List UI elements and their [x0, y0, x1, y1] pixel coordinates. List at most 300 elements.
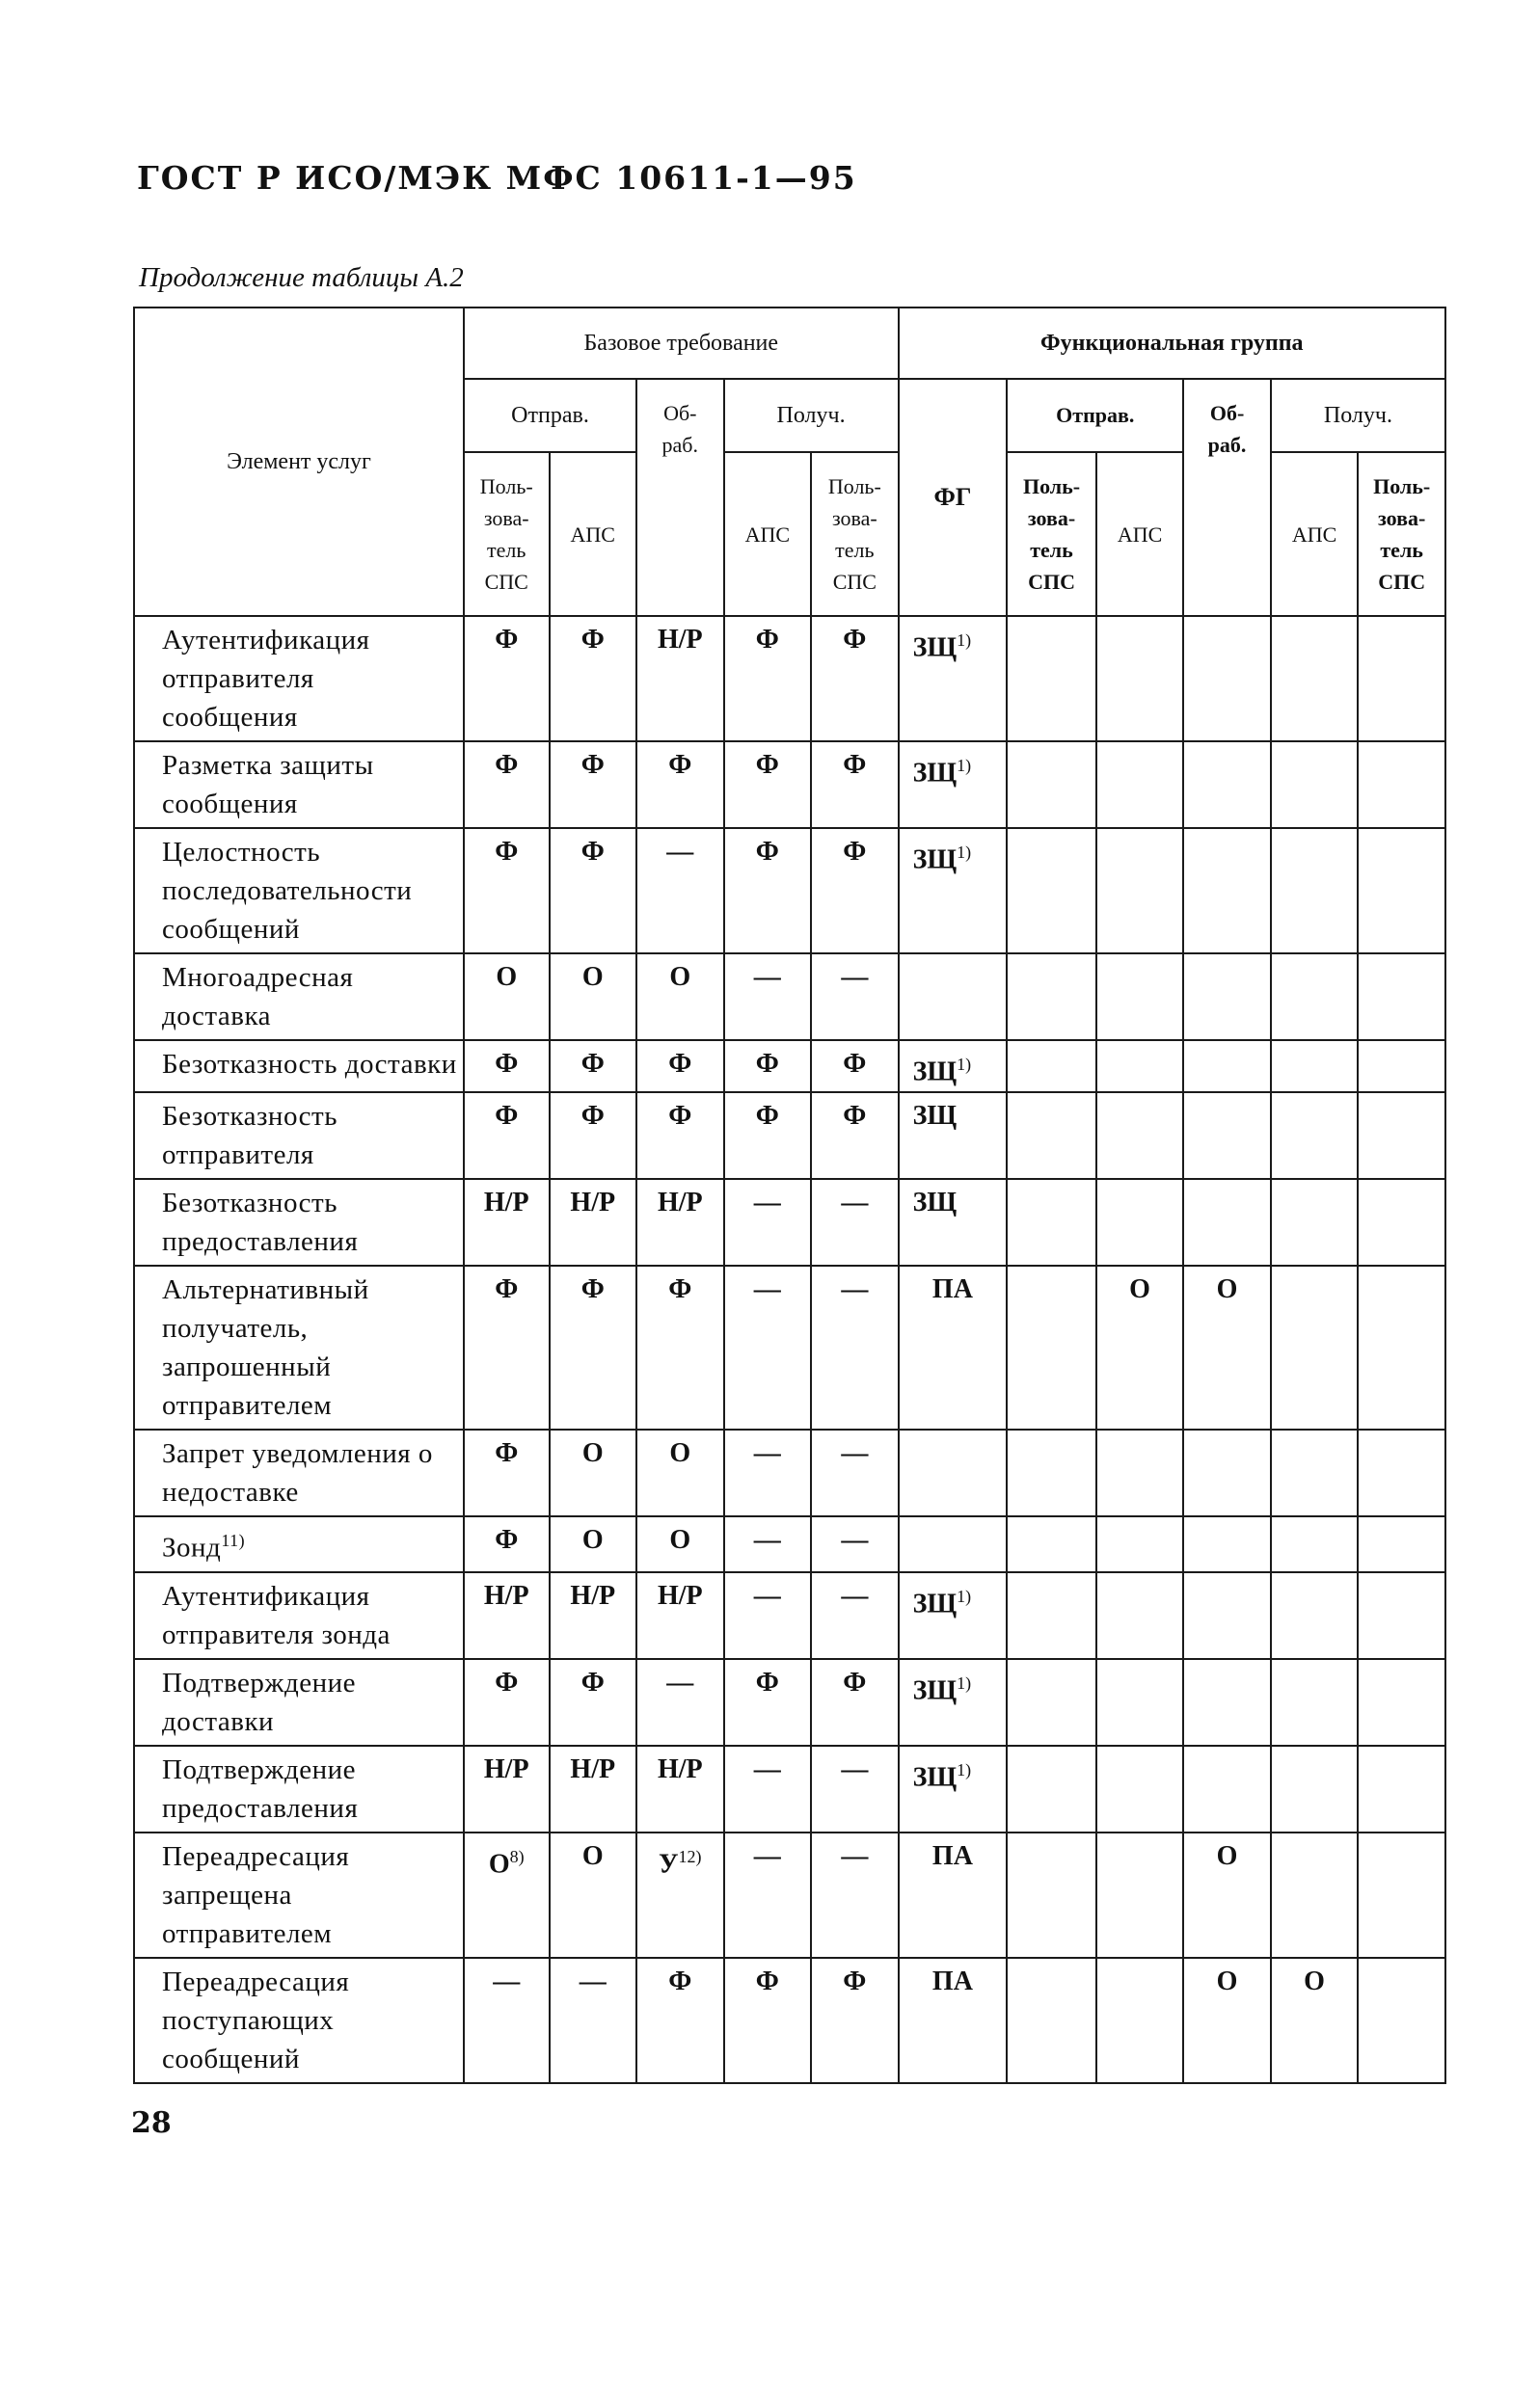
cell-value: Ф: [755, 1101, 779, 1132]
base-requirement-cell: [724, 741, 812, 828]
cell-value: —: [841, 1274, 869, 1305]
functional-group-cell: [899, 1746, 1008, 1833]
functional-group-value-cell: [1007, 828, 1096, 953]
cell-value: Ф: [495, 1049, 519, 1079]
functional-group-value-cell: [1358, 741, 1445, 828]
base-requirement-cell: [464, 1040, 550, 1092]
functional-group-value-cell: [1183, 1572, 1271, 1659]
table-row: [134, 1516, 1445, 1572]
cell-value: Ф: [495, 837, 519, 867]
functional-group-value-cell: [1183, 616, 1271, 741]
cell-value: ЗЩ: [912, 758, 958, 789]
cell-value: Ф: [580, 1667, 605, 1698]
table-row: [134, 1958, 1445, 2083]
cell-value: Ф: [668, 1966, 692, 1996]
service-element-text: Альтернативный получатель, запрошенный отправителем: [162, 1274, 369, 1422]
cell-value: О: [496, 962, 518, 992]
base-requirement-cell: [724, 1659, 812, 1746]
cell-value: О: [581, 1840, 604, 1871]
cell-value: Ф: [843, 1966, 867, 1996]
base-requirement-cell: [811, 1958, 899, 2083]
cell-value: О: [1216, 1274, 1238, 1305]
functional-group-value-cell: [1183, 828, 1271, 953]
table-row: [134, 1572, 1445, 1659]
cell-value: —: [666, 837, 694, 867]
functional-group-cell: [899, 1572, 1008, 1659]
cell-value: О: [581, 962, 604, 992]
cell-value: Ф: [668, 1274, 692, 1305]
base-requirement-cell: [550, 1746, 637, 1833]
base-requirement-cell: [724, 1746, 812, 1833]
service-element-name: [134, 1040, 464, 1092]
functional-group-value-cell: [1096, 1746, 1184, 1833]
cell-value: —: [841, 1753, 869, 1784]
cell-value: О: [669, 1525, 691, 1556]
cell-value: —: [841, 1580, 869, 1611]
functional-group-value-cell: [1271, 1746, 1359, 1833]
functional-group-value-cell: [1007, 1430, 1096, 1516]
cell-value: ПА: [931, 1966, 973, 1996]
table-row: [134, 1659, 1445, 1746]
functional-group-value-cell: [1358, 1746, 1445, 1833]
functional-group-value-cell: [1096, 828, 1184, 953]
func-proc-header: [1183, 379, 1271, 616]
col-user-label: Поль- зова- тель СПС: [827, 474, 881, 594]
cell-value: Н/Р: [657, 1580, 703, 1611]
cell-value: Ф: [755, 1049, 779, 1079]
cell-value: Ф: [843, 1667, 867, 1698]
table-caption: Продолжение таблицы А.2: [139, 262, 464, 293]
table-row: [134, 1092, 1445, 1179]
cell-value: Ф: [843, 625, 867, 655]
base-requirement-cell: [550, 1179, 637, 1266]
service-element-text: Безотказность предоставления: [162, 1188, 359, 1258]
cell-value: Ф: [755, 837, 779, 867]
service-element-text: Многоадресная доставка: [162, 962, 354, 1031]
functional-group-value-cell: [1096, 1572, 1184, 1659]
cell-value: ЗЩ: [912, 1675, 958, 1706]
functional-group-value-cell: [1007, 616, 1096, 741]
base-requirement-cell: [636, 616, 724, 741]
cell-value: ПА: [931, 1840, 973, 1871]
functional-group-value-cell: [1183, 741, 1271, 828]
base-requirement-cell: [724, 1266, 812, 1430]
cell-value: Ф: [668, 1101, 692, 1132]
func-proc-label: Об- раб.: [1207, 401, 1247, 457]
cell-value: О: [669, 1438, 691, 1469]
functional-group-cell: [899, 1430, 1008, 1516]
base-send-user-header: [464, 452, 550, 616]
service-element-text: Безотказность доставки: [162, 1049, 457, 1080]
base-requirement-cell: [464, 1572, 550, 1659]
table-row: [134, 953, 1445, 1040]
service-element-name: [134, 953, 464, 1040]
cell-value: Ф: [843, 837, 867, 867]
cell-value: Ф: [495, 625, 519, 655]
cell-value: Н/Р: [483, 1188, 529, 1218]
base-requirement-cell: [811, 953, 899, 1040]
service-element-name: [134, 1516, 464, 1572]
functional-group-value-cell: [1007, 1659, 1096, 1746]
functional-group-cell: [899, 1179, 1008, 1266]
cell-value: Н/Р: [657, 625, 703, 655]
base-proc-header: [636, 379, 724, 616]
functional-group-value-cell: [1358, 616, 1445, 741]
functional-group-value-cell: [1183, 1430, 1271, 1516]
functional-group-value-cell: [1358, 828, 1445, 953]
functional-group-value-cell: [1358, 1516, 1445, 1572]
base-requirement-cell: [550, 1516, 637, 1572]
functional-group-cell: [899, 953, 1008, 1040]
base-requirement-cell: [636, 741, 724, 828]
functional-group-value-cell: [1358, 1430, 1445, 1516]
functional-group-value-cell: [1096, 953, 1184, 1040]
base-requirement-cell: [464, 1266, 550, 1430]
cell-value: —: [753, 1274, 781, 1305]
document-header: ГОСТ Р ИСО/МЭК МФС 10611-1—95: [137, 159, 857, 197]
cell-value: —: [841, 1188, 869, 1218]
base-requirement-cell: [724, 953, 812, 1040]
functional-group-value-cell: [1358, 1179, 1445, 1266]
functional-group-value-cell: [1271, 1092, 1359, 1179]
functional-group-value-cell: [1007, 1040, 1096, 1092]
base-requirement-cell: [811, 1040, 899, 1092]
cell-value: —: [841, 962, 869, 992]
functional-group-value-cell: [1358, 1040, 1445, 1092]
cell-value: Ф: [495, 1667, 519, 1698]
table-row: [134, 828, 1445, 953]
cell-value: О: [1129, 1274, 1150, 1305]
service-element-text: Аутентификация отправителя зонда: [162, 1580, 391, 1650]
table-row: [134, 616, 1445, 741]
service-element-name: [134, 828, 464, 953]
base-requirement-cell: [636, 1746, 724, 1833]
functional-group-value-cell: [1271, 741, 1359, 828]
service-element-name: [134, 1572, 464, 1659]
cell-value: Ф: [755, 625, 779, 655]
cell-value: ЗЩ: [912, 1589, 958, 1619]
footnote-marker: 8): [509, 1846, 525, 1866]
requirements-table: [133, 307, 1446, 2084]
functional-group-value-cell: [1271, 1266, 1359, 1430]
functional-group-header: Функциональная группа: [899, 308, 1445, 379]
service-element-name: [134, 1266, 464, 1430]
footnote-marker: 1): [957, 1586, 972, 1606]
service-element-name: [134, 1092, 464, 1179]
service-element-text: Аутентификация отправителя сообщения: [162, 625, 370, 733]
base-requirement-cell: [811, 1833, 899, 1958]
cell-value: —: [841, 1438, 869, 1469]
service-element-text: Целостность последовательности сообщений: [162, 837, 413, 945]
functional-group-value-cell: [1096, 1833, 1184, 1958]
functional-group-value-cell: [1358, 1659, 1445, 1746]
functional-group-value-cell: [1271, 1040, 1359, 1092]
cell-value: Ф: [755, 1966, 779, 1996]
functional-group-value-cell: [1271, 1179, 1359, 1266]
col-user-label: Поль- зова- тель СПС: [1022, 474, 1081, 594]
base-requirement-cell: [724, 1179, 812, 1266]
base-recv-header: Получ.: [724, 379, 899, 452]
service-element-text: Разметка защиты сообщения: [162, 750, 374, 819]
base-requirement-cell: [464, 1430, 550, 1516]
functional-group-value-cell: [1183, 953, 1271, 1040]
base-requirement-cell: [550, 1430, 637, 1516]
cell-value: ЗЩ: [912, 632, 958, 663]
cell-value: Ф: [755, 750, 779, 780]
footnote-marker: 1): [957, 630, 972, 650]
service-element-name: [134, 1179, 464, 1266]
functional-group-cell: [899, 1659, 1008, 1746]
functional-group-value-cell: [1183, 1266, 1271, 1430]
table-row: [134, 1746, 1445, 1833]
cell-value: —: [753, 1525, 781, 1556]
base-requirement-cell: [636, 1659, 724, 1746]
functional-group-cell: [899, 1040, 1008, 1092]
functional-group-value-cell: [1007, 1833, 1096, 1958]
cell-value: О: [669, 962, 691, 992]
col-user-label: Поль- зова- тель СПС: [1373, 474, 1431, 594]
functional-group-cell: [899, 1958, 1008, 2083]
service-element-text: Зонд: [162, 1532, 222, 1564]
footnote-marker: 1): [957, 1759, 972, 1779]
cell-value: Ф: [668, 1049, 692, 1079]
cell-value: Ф: [843, 1101, 867, 1132]
func-send-user-header: [1007, 452, 1096, 616]
cell-value: Ф: [495, 1525, 519, 1556]
base-requirement-cell: [636, 1430, 724, 1516]
cell-value: У: [658, 1849, 679, 1880]
base-requirement-cell: [724, 1430, 812, 1516]
functional-group-value-cell: [1271, 1572, 1359, 1659]
cell-value: Ф: [668, 750, 692, 780]
cell-value: —: [579, 1966, 607, 1996]
base-requirement-cell: [724, 616, 812, 741]
functional-group-value-cell: [1183, 1746, 1271, 1833]
service-element-name: [134, 1958, 464, 2083]
functional-group-value-cell: [1183, 1516, 1271, 1572]
functional-group-value-cell: [1271, 616, 1359, 741]
func-send-header: Отправ.: [1007, 379, 1183, 452]
functional-group-value-cell: [1271, 1430, 1359, 1516]
base-requirement-cell: [811, 828, 899, 953]
func-recv-aps-header: АПС: [1271, 452, 1359, 616]
base-requirement-cell: [811, 1179, 899, 1266]
service-element-text: Переадресация запрещена отправителем: [162, 1840, 350, 1949]
cell-value: Ф: [495, 1438, 519, 1469]
base-requirement-cell: [464, 1092, 550, 1179]
footnote-marker: 11): [221, 1531, 246, 1551]
base-requirement-cell: [811, 1572, 899, 1659]
functional-group-value-cell: [1096, 1266, 1184, 1430]
service-element-name: [134, 616, 464, 741]
cell-value: —: [753, 962, 781, 992]
base-requirement-cell: [550, 828, 637, 953]
functional-group-value-cell: [1007, 1516, 1096, 1572]
base-requirement-cell: [636, 1266, 724, 1430]
cell-value: ЗЩ: [912, 1057, 958, 1087]
base-send-header: Отправ.: [464, 379, 636, 452]
footnote-marker: 12): [678, 1846, 702, 1866]
base-requirement-cell: [550, 1040, 637, 1092]
footnote-marker: 1): [957, 756, 972, 775]
base-recv-user-header: [811, 452, 899, 616]
service-element-text: Запрет уведомления о недоставке: [162, 1438, 433, 1509]
cell-value: ЗЩ: [912, 1188, 958, 1218]
base-requirement-cell: [550, 1572, 637, 1659]
service-element-text: Подтверждение доставки: [162, 1667, 357, 1737]
base-requirement-cell: [464, 1958, 550, 2083]
base-requirement-cell: [464, 1516, 550, 1572]
cell-value: Ф: [580, 1101, 605, 1132]
base-requirement-cell: [464, 1179, 550, 1266]
functional-group-value-cell: [1007, 1572, 1096, 1659]
cell-value: —: [841, 1840, 869, 1871]
cell-value: Н/Р: [657, 1753, 703, 1784]
footnote-marker: 1): [957, 1672, 972, 1693]
cell-value: Ф: [580, 750, 605, 780]
cell-value: Н/Р: [570, 1753, 616, 1784]
base-requirement-cell: [724, 828, 812, 953]
functional-group-value-cell: [1358, 1572, 1445, 1659]
cell-value: ЗЩ: [912, 844, 958, 875]
base-requirement-cell: [811, 1746, 899, 1833]
functional-group-value-cell: [1271, 1958, 1359, 2083]
base-requirement-cell: [811, 1516, 899, 1572]
base-requirement-cell: [636, 953, 724, 1040]
cell-value: Ф: [495, 750, 519, 780]
base-requirement-cell: [724, 1572, 812, 1659]
base-requirement-cell: [464, 1833, 550, 1958]
cell-value: Ф: [580, 837, 605, 867]
functional-group-value-cell: [1096, 1179, 1184, 1266]
functional-group-cell: [899, 1833, 1008, 1958]
cell-value: О: [581, 1438, 604, 1469]
base-requirement-cell: [811, 616, 899, 741]
cell-value: О: [1216, 1840, 1238, 1871]
base-requirement-cell: [464, 1746, 550, 1833]
cell-value: Ф: [495, 1274, 519, 1305]
base-requirement-cell: [464, 616, 550, 741]
col-user-label: Поль- зова- тель СПС: [479, 474, 533, 594]
cell-value: —: [493, 1966, 521, 1996]
functional-group-value-cell: [1007, 1266, 1096, 1430]
service-element-name: [134, 741, 464, 828]
cell-value: —: [753, 1188, 781, 1218]
cell-value: —: [753, 1438, 781, 1469]
functional-group-cell: [899, 1092, 1008, 1179]
functional-group-value-cell: [1007, 741, 1096, 828]
functional-group-value-cell: [1358, 1092, 1445, 1179]
base-requirement-cell: [550, 1958, 637, 2083]
cell-value: Н/Р: [657, 1188, 703, 1218]
functional-group-value-cell: [1096, 1659, 1184, 1746]
base-requirement-cell: [636, 1958, 724, 2083]
functional-group-value-cell: [1096, 741, 1184, 828]
base-proc-label: Об- раб.: [661, 401, 698, 457]
cell-value: ПА: [931, 1274, 973, 1305]
table-row: [134, 1179, 1445, 1266]
functional-group-cell: [899, 1516, 1008, 1572]
service-element-name: [134, 1659, 464, 1746]
functional-group-value-cell: [1007, 1092, 1096, 1179]
functional-group-value-cell: [1183, 1092, 1271, 1179]
functional-group-value-cell: [1271, 953, 1359, 1040]
cell-value: Ф: [755, 1667, 779, 1698]
base-requirement-cell: [550, 1266, 637, 1430]
functional-group-value-cell: [1271, 828, 1359, 953]
functional-group-value-cell: [1358, 1958, 1445, 2083]
cell-value: Н/Р: [570, 1580, 616, 1611]
base-requirement-cell: [636, 1179, 724, 1266]
cell-value: ЗЩ: [912, 1762, 958, 1793]
table-row: [134, 1833, 1445, 1958]
footnote-marker: 1): [957, 1055, 972, 1074]
base-requirement-cell: [636, 828, 724, 953]
base-requirement-cell: [464, 953, 550, 1040]
base-requirement-cell: [636, 1833, 724, 1958]
functional-group-value-cell: [1358, 1833, 1445, 1958]
functional-group-value-cell: [1358, 953, 1445, 1040]
element-column-header: Элемент услуг: [134, 308, 464, 616]
base-requirement-cell: [724, 1040, 812, 1092]
functional-group-value-cell: [1096, 1430, 1184, 1516]
cell-value: Ф: [843, 1049, 867, 1079]
functional-group-value-cell: [1096, 1092, 1184, 1179]
service-element-text: Переадресация поступающих сообщений: [162, 1966, 350, 2074]
functional-group-value-cell: [1271, 1516, 1359, 1572]
functional-group-value-cell: [1358, 1266, 1445, 1430]
cell-value: Н/Р: [570, 1188, 616, 1218]
base-requirement-cell: [550, 1659, 637, 1746]
cell-value: —: [666, 1667, 694, 1698]
functional-group-value-cell: [1183, 1040, 1271, 1092]
table-row: [134, 741, 1445, 828]
service-element-name: [134, 1430, 464, 1516]
cell-value: О: [1216, 1966, 1238, 1996]
functional-group-value-cell: [1183, 1958, 1271, 2083]
functional-group-value-cell: [1096, 1040, 1184, 1092]
cell-value: —: [753, 1753, 781, 1784]
base-requirement-cell: [811, 1430, 899, 1516]
functional-group-value-cell: [1271, 1659, 1359, 1746]
base-requirement-cell: [550, 1833, 637, 1958]
cell-value: О: [488, 1849, 510, 1880]
cell-value: Ф: [843, 750, 867, 780]
base-requirement-cell: [636, 1092, 724, 1179]
base-requirement-cell: [811, 741, 899, 828]
base-requirement-cell: [724, 1516, 812, 1572]
functional-group-value-cell: [1007, 1958, 1096, 2083]
functional-group-value-cell: [1096, 1516, 1184, 1572]
func-send-aps-header: АПС: [1096, 452, 1184, 616]
cell-value: Ф: [495, 1101, 519, 1132]
func-recv-header: Получ.: [1271, 379, 1445, 452]
functional-group-cell: [899, 616, 1008, 741]
functional-group-value-cell: [1007, 1746, 1096, 1833]
functional-group-value-cell: [1007, 953, 1096, 1040]
cell-value: Н/Р: [483, 1580, 529, 1611]
base-send-aps-header: АПС: [550, 452, 637, 616]
base-requirement-cell: [464, 828, 550, 953]
service-element-text: Подтверждение предоставления: [162, 1753, 359, 1824]
func-recv-user-header: [1358, 452, 1445, 616]
cell-value: О: [581, 1525, 604, 1556]
table-row: [134, 1040, 1445, 1092]
base-requirement-cell: [550, 953, 637, 1040]
functional-group-value-cell: [1271, 1833, 1359, 1958]
cell-value: ЗЩ: [912, 1101, 958, 1132]
cell-value: —: [841, 1525, 869, 1556]
